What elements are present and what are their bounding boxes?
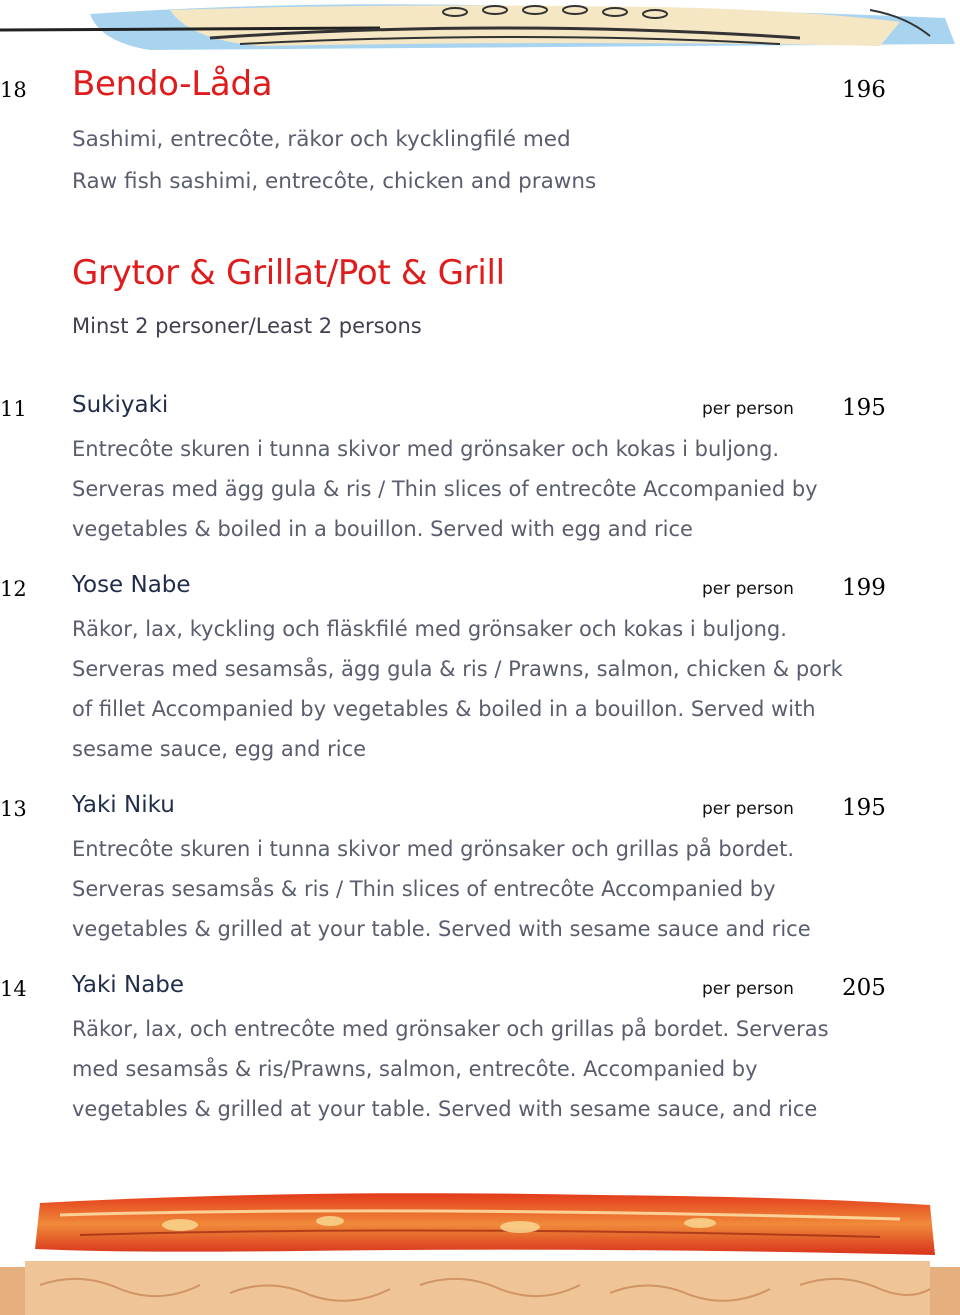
item-description	[72, 1009, 902, 1129]
per-person-label: per person	[702, 399, 794, 419]
item-price: 195	[842, 395, 886, 421]
item-number: 14	[0, 977, 27, 1001]
item-name-sukiyaki: Sukiyaki	[72, 392, 169, 418]
description-line: Entrecôte skuren i tunna skivor med grönsaker och kokas i buljong.	[72, 437, 780, 461]
bottom-food-illustration	[0, 1185, 960, 1315]
description-line: vegetables & grilled at your table. Served with sesame sauce and rice	[72, 917, 811, 941]
item-number: 18	[0, 78, 27, 102]
item-description	[72, 119, 902, 203]
item-title-bendo: Bendo-Låda	[72, 64, 273, 104]
item-number: 11	[0, 397, 27, 421]
item-description	[72, 429, 902, 549]
description-line: Räkor, lax, och entrecôte med grönsaker och grillas på bordet. Serveras	[72, 1017, 829, 1041]
per-person-label: per person	[702, 579, 794, 599]
description-line: of fillet Accompanied by vegetables & boiled in a bouillon. Served with	[72, 697, 816, 721]
description-line: Serveras med ägg gula & ris / Thin slices of entrecôte Accompanied by	[72, 477, 818, 501]
item-price: 196	[842, 77, 886, 103]
top-food-illustration	[0, 0, 960, 52]
section-subtitle: Minst 2 personer/Least 2 persons	[72, 314, 422, 338]
description-line: Räkor, lax, kyckling och fläskfilé med grönsaker och kokas i buljong.	[72, 617, 787, 641]
item-price: 195	[842, 795, 886, 821]
description-line: sesame sauce, egg and rice	[72, 737, 367, 761]
item-description	[72, 829, 902, 949]
item-price: 205	[842, 975, 886, 1001]
description-line: Serveras med sesamsås, ägg gula & ris / Prawns, salmon, chicken & pork	[72, 657, 843, 681]
description-line: Serveras sesamsås & ris / Thin slices of entrecôte Accompanied by	[72, 877, 776, 901]
item-number: 13	[0, 797, 27, 821]
item-name-yaki-nabe: Yaki Nabe	[72, 972, 185, 998]
item-description	[72, 609, 902, 769]
section-title: Grytor & Grillat/Pot & Grill	[72, 253, 505, 293]
item-name-yose-nabe: Yose Nabe	[72, 572, 191, 598]
item-name-yaki-niku: Yaki Niku	[72, 792, 175, 818]
description-line: Sashimi, entrecôte, räkor och kycklingfilé med	[72, 127, 571, 152]
description-line: Raw fish sashimi, entrecôte, chicken and prawns	[72, 169, 597, 194]
item-number: 12	[0, 577, 27, 601]
per-person-label: per person	[702, 799, 794, 819]
item-price: 199	[842, 575, 886, 601]
description-line: vegetables & boiled in a bouillon. Served with egg and rice	[72, 517, 693, 541]
description-line: vegetables & grilled at your table. Served with sesame sauce, and rice	[72, 1097, 818, 1121]
description-line: Entrecôte skuren i tunna skivor med grönsaker och grillas på bordet.	[72, 837, 795, 861]
description-line: med sesamsås & ris/Prawns, salmon, entrecôte. Accompanied by	[72, 1057, 758, 1081]
per-person-label: per person	[702, 979, 794, 999]
